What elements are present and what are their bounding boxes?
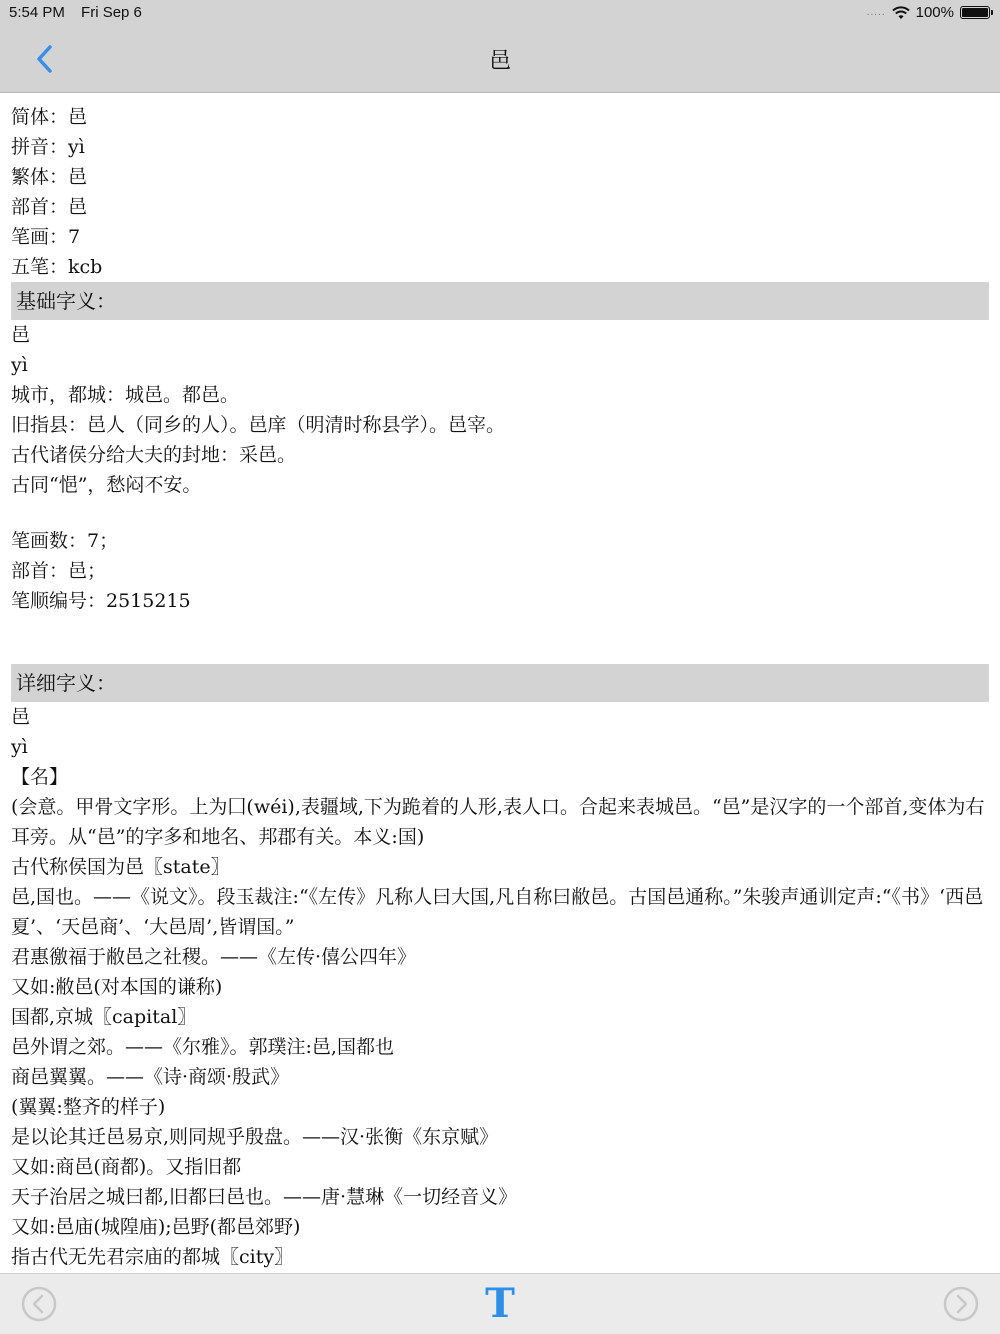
detail-line: 邑外谓之郊。——《尔雅》。郭璞注:邑,国都也	[11, 1036, 394, 1058]
basic-line: 古同“悒”，愁闷不安。	[11, 474, 202, 496]
next-button[interactable]	[943, 1286, 979, 1322]
detail-line: yì	[11, 736, 28, 758]
bottom-toolbar	[0, 1273, 1000, 1334]
detail-line: 又如:商邑(商都)。又指旧都	[11, 1156, 242, 1178]
detail-line: 天子治居之城曰都,旧都曰邑也。——唐·慧琳《一切经音义》	[11, 1186, 518, 1208]
stroke-count: 笔画数：7；	[11, 530, 119, 552]
detail-line: 邑	[11, 706, 31, 728]
wifi-icon	[892, 6, 910, 20]
info-wubi: 五笔：kcb	[11, 256, 103, 278]
signal-icon: .....	[866, 7, 886, 18]
info-radical: 部首：邑	[11, 196, 88, 218]
circle-chevron-right-icon	[943, 1286, 979, 1322]
detail-line: 指古代无先君宗庙的都城〖city〗	[11, 1246, 294, 1268]
info-strokes: 笔画：7	[11, 226, 81, 248]
detail-line: 国都,京城〖capital〗	[11, 1006, 197, 1028]
spacer	[0, 500, 1000, 526]
status-time: 5:54 PM	[9, 4, 65, 21]
status-left	[9, 4, 154, 21]
battery-percent: 100%	[915, 4, 954, 21]
previous-button[interactable]	[21, 1286, 57, 1322]
page-title: 邑	[488, 49, 511, 74]
detail-line: 【名】	[11, 766, 69, 788]
font-size-button[interactable]: T	[485, 1280, 515, 1327]
content-scroll-area[interactable]	[0, 93, 1000, 1275]
status-date: Fri Sep 6	[81, 4, 142, 21]
circle-chevron-left-icon	[21, 1286, 57, 1322]
detail-line: 是以论其迁邑易京,则同规乎殷盘。——汉·张衡《东京赋》	[11, 1126, 499, 1148]
navigation-bar	[0, 26, 1000, 93]
detail-line: (翼翼:整齐的样子)	[11, 1096, 166, 1118]
detail-line: 商邑翼翼。——《诗·商颂·殷武》	[11, 1066, 290, 1088]
detail-meaning-header: 详细字义：	[11, 664, 989, 702]
detail-line: 古代称侯国为邑〖state〗	[11, 856, 230, 878]
basic-line: 旧指县：邑人（同乡的人）。邑庠（明清时称县学）。邑宰。	[11, 414, 506, 436]
basic-meaning-header: 基础字义：	[11, 282, 989, 320]
info-simplified: 简体：邑	[11, 106, 88, 128]
detail-line: 又如:敝邑(对本国的谦称)	[11, 976, 223, 998]
basic-line: yì	[11, 354, 28, 376]
info-pinyin: 拼音：yì	[11, 136, 85, 158]
basic-line: 古代诸侯分给大夫的封地：采邑。	[11, 444, 297, 466]
radical-stat: 部首：邑；	[11, 560, 107, 582]
stroke-order: 笔顺编号：2515215	[11, 590, 191, 612]
basic-line: 邑	[11, 324, 31, 346]
status-bar	[0, 0, 1000, 26]
basic-line: 城市，都城：城邑。都邑。	[11, 384, 240, 406]
detail-line: 邑,国也。——《说文》。段玉裁注:“《左传》凡称人曰大国,凡自称曰敝邑。古国邑通称。”朱骏声通训定声:“《书》‘西邑夏’、‘天邑商’、‘大邑周’,皆谓国。”	[11, 886, 984, 938]
info-traditional: 繁体：邑	[11, 166, 88, 188]
status-right	[867, 4, 990, 21]
battery-icon	[960, 6, 990, 19]
detail-line: 又如:邑庙(城隍庙);邑野(都邑郊野)	[11, 1216, 301, 1238]
detail-line: 君惠徼福于敝邑之社稷。——《左传·僖公四年》	[11, 946, 417, 968]
detail-line: (会意。甲骨文字形。上为囗(wéi),表疆域,下为跪着的人形,表人口。合起来表城邑。“邑”是汉字的一个部首,变体为右耳旁。从“邑”的字多和地名、邦郡有关。本义:国)	[11, 796, 985, 848]
